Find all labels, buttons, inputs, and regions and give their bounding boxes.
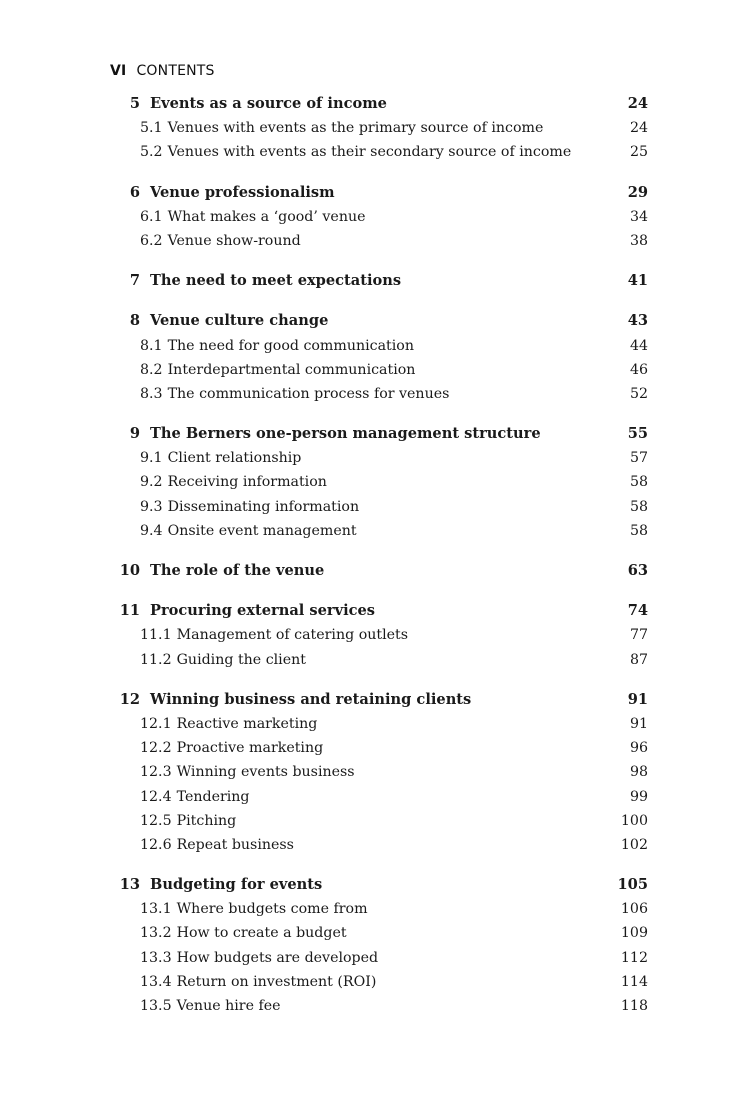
section-page: 91 [629,715,648,732]
section-page: 77 [629,627,648,644]
toc-chapter [110,269,648,293]
section-title: Interdepartmental communication [167,361,416,378]
section-entry [110,994,648,1018]
chapter-number: 13 [119,876,140,894]
chapter-number: 6 [129,183,140,201]
toc-chapter [110,688,648,857]
section-title-line [140,470,604,494]
chapter-entry [110,309,648,333]
chapter-title: The need to meet expectations [150,272,402,290]
toc-chapter [110,559,648,583]
chapter-entry [110,599,648,623]
section-title-line [140,495,604,519]
section-entry [110,382,648,406]
section-entry [110,736,648,760]
chapter-number: 10 [119,562,140,579]
section-page: 52 [629,385,648,402]
section-page: 98 [629,764,648,781]
section-title: Winning events business [176,764,355,781]
section-title: Where budgets come from [176,901,368,918]
section-entry [110,946,648,970]
chapter-number: 12 [119,690,140,708]
section-entry [110,785,648,809]
section-number: 6.1 [140,208,163,225]
section-page: 58 [629,474,648,491]
section-title: Proactive marketing [176,740,324,757]
section-page: 46 [629,361,648,378]
chapter-entry [110,92,648,116]
section-page: 38 [629,232,648,249]
chapter-page: 63 [627,562,648,579]
section-title-line [140,897,604,921]
section-number: 13.4 [140,973,172,990]
section-number: 9.3 [140,498,163,515]
section-title-line [140,358,604,382]
chapter-title: Venue professionalism [150,183,335,201]
section-title-line [140,623,604,647]
chapter-entry [110,688,648,712]
section-number: 8.2 [140,361,163,378]
header-title: CONTENTS [136,63,215,79]
section-title-line [140,446,604,470]
section-title-line [140,785,604,809]
section-title-line [140,760,604,784]
section-number: 9.2 [140,474,163,491]
section-title: The need for good communication [167,337,414,354]
section-title-line [140,334,604,358]
section-title: Venue show-round [167,232,301,249]
toc-chapter [110,422,648,543]
section-title: Reactive marketing [176,715,318,732]
section-entry [110,470,648,494]
section-title-line [140,946,604,970]
chapter-number: 9 [129,425,140,443]
section-number: 5.1 [140,120,163,137]
chapter-page: 24 [627,95,648,112]
section-title: Tendering [176,788,250,805]
section-page: 34 [629,208,648,225]
chapter-title: Budgeting for events [150,876,323,894]
section-entry [110,623,648,647]
chapter-title: The role of the venue [150,562,325,579]
section-title: Venues with events as the primary source of income [167,120,544,137]
section-entry [110,970,648,994]
section-title: What makes a ‘good’ venue [167,208,366,225]
section-title: Venues with events as their secondary source of income [167,144,572,161]
running-header [110,63,215,79]
section-title-line [140,229,604,253]
section-number: 12.2 [140,740,172,757]
section-number: 12.1 [140,715,172,732]
chapter-page: 43 [627,312,648,330]
section-title: Disseminating information [167,498,360,515]
toc-chapter [110,92,648,165]
section-number: 12.4 [140,788,172,805]
section-title-line [140,809,604,833]
section-entry [110,140,648,164]
toc-chapter [110,309,648,406]
section-page: 102 [620,836,648,853]
section-title: Return on investment (ROI) [176,973,377,990]
chapter-page: 41 [627,272,648,290]
toc-chapter [110,873,648,1018]
section-page: 100 [620,812,648,829]
table-of-contents [110,92,648,1034]
section-entry [110,648,648,672]
section-number: 12.3 [140,764,172,781]
section-page: 58 [629,498,648,515]
section-title-line [140,833,604,857]
chapter-title: Events as a source of income [150,95,387,112]
section-entry [110,205,648,229]
section-title: How budgets are developed [176,949,379,966]
section-title-line [140,140,604,164]
section-title-line [140,205,604,229]
section-number: 11.2 [140,651,172,668]
section-page: 112 [620,949,648,966]
section-number: 13.1 [140,901,172,918]
section-entry [110,809,648,833]
section-title-line [140,970,604,994]
chapter-page: 55 [627,425,648,443]
section-title-line [140,712,604,736]
section-entry [110,760,648,784]
section-page: 114 [620,973,648,990]
section-title: How to create a budget [176,925,347,942]
chapter-page: 74 [627,602,648,620]
section-entry [110,334,648,358]
section-number: 13.5 [140,998,172,1014]
section-number: 11.1 [140,627,172,644]
chapter-title: Procuring external services [150,602,376,620]
section-title: Guiding the client [176,651,306,668]
section-page: 118 [620,998,648,1014]
chapter-page: 91 [627,690,648,708]
section-number: 6.2 [140,232,163,249]
section-number: 9.4 [140,522,163,539]
section-title: Management of catering outlets [176,627,408,644]
chapter-entry [110,422,648,446]
section-title: Venue hire fee [176,998,281,1014]
chapter-title: Winning business and retaining clients [150,690,472,708]
section-title-line [140,519,604,543]
section-page: 57 [629,450,648,467]
chapter-entry [110,559,648,583]
section-entry [110,897,648,921]
toc-chapter [110,599,648,672]
section-title-line [140,921,604,945]
section-number: 9.1 [140,450,163,467]
section-title-line [140,116,604,140]
section-title: Client relationship [167,450,302,467]
section-entry [110,229,648,253]
section-title: The communication process for venues [167,385,450,402]
section-page: 24 [629,120,648,137]
section-title: Onsite event management [167,522,357,539]
section-entry [110,712,648,736]
section-entry [110,495,648,519]
section-title: Receiving information [167,474,327,491]
section-entry [110,446,648,470]
section-entry [110,519,648,543]
section-entry [110,358,648,382]
chapter-number: 7 [129,272,140,290]
section-number: 5.2 [140,144,163,161]
chapter-page: 105 [617,876,648,894]
section-page: 96 [629,740,648,757]
section-number: 8.1 [140,337,163,354]
section-number: 12.6 [140,836,172,853]
chapter-page: 29 [627,183,648,201]
chapter-number: 8 [129,312,140,330]
section-page: 99 [629,788,648,805]
chapter-title: Venue culture change [150,312,329,330]
section-page: 58 [629,522,648,539]
section-title: Pitching [176,812,237,829]
section-entry [110,116,648,140]
section-page: 87 [629,651,648,668]
section-number: 8.3 [140,385,163,402]
section-title-line [140,736,604,760]
section-title-line [140,994,604,1018]
chapter-number: 11 [119,602,140,620]
section-page: 106 [620,901,648,918]
section-number: 12.5 [140,812,172,829]
toc-chapter [110,181,648,254]
chapter-entry [110,181,648,205]
section-entry [110,833,648,857]
chapter-title: The Berners one-person management structure [150,425,541,443]
section-title: Repeat business [176,836,294,853]
section-title-line [140,648,604,672]
section-entry [110,921,648,945]
section-page: 25 [629,144,648,161]
section-page: 44 [629,337,648,354]
header-page-number: VI [110,63,127,79]
chapter-entry [110,269,648,293]
section-number: 13.3 [140,949,172,966]
section-page: 109 [620,925,648,942]
section-title-line [140,382,604,406]
chapter-number: 5 [129,95,140,112]
chapter-entry [110,873,648,897]
section-number: 13.2 [140,925,172,942]
